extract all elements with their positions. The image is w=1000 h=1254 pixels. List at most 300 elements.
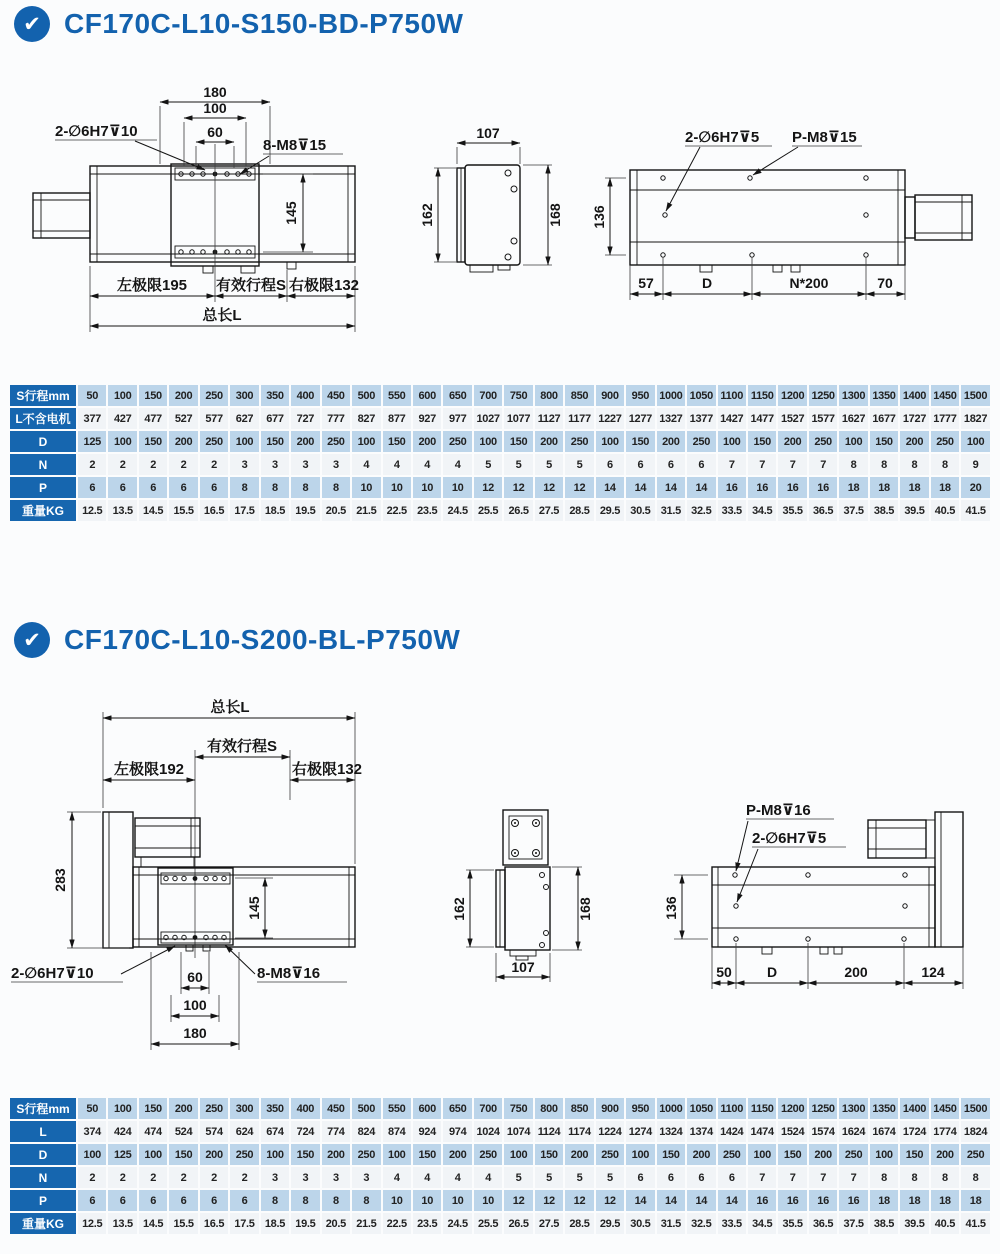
spec-cell: 12.5 (78, 1213, 106, 1234)
s2-side-body (496, 867, 550, 960)
spec-cell: 877 (383, 408, 411, 429)
spec-cell: 200 (291, 431, 319, 452)
spec-cell: 1027 (474, 408, 502, 429)
tap-holes-label: P-M8⊽15 (792, 129, 857, 146)
stroke-label: 有效行程S (215, 277, 287, 294)
tap-holes-label: 8-M8⊽16 (257, 965, 321, 982)
spec-cell: 724 (291, 1121, 319, 1142)
spec-cell: 100 (718, 431, 746, 452)
dim-D: D (766, 964, 778, 980)
spec-cell: 1400 (900, 385, 928, 406)
spec-cell: 6 (626, 1167, 654, 1188)
s2-bottom-view (650, 785, 998, 1000)
spec-cell: 2 (139, 1167, 167, 1188)
spec-cell: 32.5 (687, 500, 715, 521)
spec-cell: 18 (931, 1190, 959, 1211)
spec-cell: 1200 (778, 385, 806, 406)
spec-cell: 150 (748, 431, 776, 452)
spec-cell: 1274 (626, 1121, 654, 1142)
dim-180: 180 (183, 1025, 207, 1041)
spec-cell: 250 (931, 431, 959, 452)
spec-cell: 350 (261, 1098, 289, 1119)
spec-cell: 9 (961, 454, 990, 475)
spec-cell: 16 (718, 477, 746, 498)
spec-cell: 900 (596, 1098, 624, 1119)
spec-cell: 677 (261, 408, 289, 429)
spec-cell: 250 (565, 431, 593, 452)
spec-cell: 200 (931, 1144, 959, 1165)
spec-cell: 18 (900, 477, 928, 498)
dowel-holes-label: 2-∅6H7⊽5 (685, 129, 760, 146)
left-limit-label: 左极限192 (113, 761, 185, 778)
check-icon (14, 6, 50, 42)
spec-cell: 100 (474, 431, 502, 452)
spec-cell: 6 (200, 477, 228, 498)
spec-cell: 18.5 (261, 1213, 289, 1234)
spec-cell: 38.5 (870, 500, 898, 521)
spec-cell: 1227 (596, 408, 624, 429)
spec-cell: 1500 (961, 1098, 990, 1119)
row-header: P (10, 1190, 76, 1211)
left-limit-label: 左极限195 (116, 277, 188, 294)
spec-cell: 800 (535, 385, 563, 406)
s1-top-dims (55, 84, 359, 332)
spec-cell: 10 (383, 1190, 411, 1211)
spec-cell: 1400 (900, 1098, 928, 1119)
spec-cell: 977 (443, 408, 471, 429)
spec-cell: 1824 (961, 1121, 990, 1142)
spec-cell: 1324 (657, 1121, 685, 1142)
spec-cell: 8 (261, 477, 289, 498)
spec-cell: 5 (504, 454, 532, 475)
spec-cell: 6 (139, 477, 167, 498)
spec-cell: 19.5 (291, 1213, 319, 1234)
s2-side-motor (503, 810, 548, 865)
spec-cell: 4 (383, 454, 411, 475)
row-header: L (10, 1121, 76, 1142)
spec-cell: 500 (352, 385, 380, 406)
spec-cell: 6 (108, 477, 136, 498)
spec-cell: 650 (443, 1098, 471, 1119)
spec-cell: 6 (687, 1167, 715, 1188)
spec-cell: 14 (657, 1190, 685, 1211)
spec-cell: 1477 (748, 408, 776, 429)
spec-cell: 250 (809, 431, 837, 452)
spec-cell: 150 (870, 431, 898, 452)
spec-cell: 16 (748, 1190, 776, 1211)
spec-cell: 900 (596, 385, 624, 406)
row-header: D (10, 1144, 76, 1165)
dim-283: 283 (52, 868, 68, 892)
spec-cell: 100 (504, 1144, 532, 1165)
spec-cell: 4 (383, 1167, 411, 1188)
spec-cell: 17.5 (230, 1213, 258, 1234)
s1-bottom-holes (661, 176, 868, 257)
spec-cell: 24.5 (443, 500, 471, 521)
spec-cell: 7 (778, 454, 806, 475)
spec-cell: 33.5 (718, 500, 746, 521)
s1-top-view (25, 80, 420, 352)
spec-cell: 12 (535, 1190, 563, 1211)
spec-cell: 927 (413, 408, 441, 429)
spec-cell: 6 (718, 1167, 746, 1188)
spec-cell: 1727 (900, 408, 928, 429)
spec-cell: 2 (169, 454, 197, 475)
spec-cell: 22.5 (383, 500, 411, 521)
spec-cell: 12.5 (78, 500, 106, 521)
spec-cell: 6 (78, 1190, 106, 1211)
s2-bottom-dims (663, 802, 963, 989)
spec-cell: 250 (352, 1144, 380, 1165)
spec-cell: 500 (352, 1098, 380, 1119)
spec-cell: 1327 (657, 408, 685, 429)
dim-100: 100 (183, 997, 207, 1013)
spec-cell: 34.5 (748, 500, 776, 521)
spec-cell: 1177 (565, 408, 593, 429)
spec-cell: 1424 (718, 1121, 746, 1142)
spec-cell: 125 (78, 431, 106, 452)
spec-cell: 150 (383, 431, 411, 452)
spec-cell: 1350 (870, 385, 898, 406)
spec-cell: 1450 (931, 1098, 959, 1119)
spec-cell: 624 (230, 1121, 258, 1142)
spec-cell: 150 (139, 431, 167, 452)
spec-cell: 1674 (870, 1121, 898, 1142)
spec-cell: 12 (474, 477, 502, 498)
spec-cell: 1500 (961, 385, 990, 406)
spec-cell: 16 (778, 477, 806, 498)
spec-cell: 4 (474, 1167, 502, 1188)
spec-cell: 2 (230, 1167, 258, 1188)
spec-cell: 7 (718, 454, 746, 475)
spec-cell: 18 (870, 477, 898, 498)
spec-cell: 1450 (931, 385, 959, 406)
spec-cell: 350 (261, 385, 289, 406)
spec-cell: 150 (169, 1144, 197, 1165)
spec-cell: 5 (596, 1167, 624, 1188)
spec-cell: 3 (322, 454, 350, 475)
spec-cell: 10 (413, 477, 441, 498)
spec-cell: 200 (322, 1144, 350, 1165)
spec-cell: 12 (535, 477, 563, 498)
spec-cell: 8 (352, 1190, 380, 1211)
spec-cell: 29.5 (596, 500, 624, 521)
dim-200: 200 (844, 964, 868, 980)
right-limit-label: 右极限132 (291, 761, 363, 778)
spec-cell: 23.5 (413, 500, 441, 521)
dim-124: 124 (921, 964, 945, 980)
spec-cell: 100 (230, 431, 258, 452)
spec-cell: 250 (200, 1098, 228, 1119)
spec-cell: 200 (443, 1144, 471, 1165)
spec-cell: 4 (413, 1167, 441, 1188)
spec-cell: 7 (748, 1167, 776, 1188)
spec-cell: 250 (443, 431, 471, 452)
spec-cell: 1050 (687, 385, 715, 406)
spec-cell: 527 (169, 408, 197, 429)
spec-cell: 16 (748, 477, 776, 498)
spec-cell: 250 (718, 1144, 746, 1165)
dim-70: 70 (877, 275, 893, 291)
spec-cell: 6 (200, 1190, 228, 1211)
spec-cell: 824 (352, 1121, 380, 1142)
spec-cell: 14 (687, 477, 715, 498)
spec-cell: 250 (200, 385, 228, 406)
s2-carriage (158, 868, 233, 951)
dim-145: 145 (283, 201, 299, 225)
spec-cell: 3 (261, 454, 289, 475)
spec-cell: 5 (565, 1167, 593, 1188)
spec-cell: 31.5 (657, 1213, 685, 1234)
section2-title: CF170C-L10-S200-BL-P750W (64, 624, 461, 655)
spec-cell: 1127 (535, 408, 563, 429)
spec-cell: 6 (139, 1190, 167, 1211)
spec-cell: 100 (626, 1144, 654, 1165)
spec-cell: 950 (626, 385, 654, 406)
spec-cell: 150 (778, 1144, 806, 1165)
spec-cell: 27.5 (535, 500, 563, 521)
spec-cell: 26.5 (504, 500, 532, 521)
spec-cell: 477 (139, 408, 167, 429)
spec-cell: 21.5 (352, 500, 380, 521)
spec-cell: 8 (839, 454, 867, 475)
spec-cell: 35.5 (778, 500, 806, 521)
spec-cell: 6 (108, 1190, 136, 1211)
dim-N200: N*200 (789, 275, 829, 291)
spec-cell: 150 (413, 1144, 441, 1165)
spec-cell: 10 (413, 1190, 441, 1211)
spec-cell: 26.5 (504, 1213, 532, 1234)
spec-cell: 30.5 (626, 1213, 654, 1234)
spec-cell: 100 (870, 1144, 898, 1165)
dim-162: 162 (451, 897, 467, 921)
spec-cell: 1224 (596, 1121, 624, 1142)
spec-cell: 15.5 (169, 1213, 197, 1234)
spec-cell: 36.5 (809, 1213, 837, 1234)
spec-cell: 150 (657, 1144, 685, 1165)
spec-cell: 6 (657, 454, 685, 475)
spec-cell: 33.5 (718, 1213, 746, 1234)
s1-bottom-dims (591, 129, 905, 300)
spec-cell: 1474 (748, 1121, 776, 1142)
spec-cell: 15.5 (169, 500, 197, 521)
spec-cell: 600 (413, 385, 441, 406)
spec-cell: 150 (261, 431, 289, 452)
s1-motor (33, 193, 90, 238)
spec-cell: 14 (657, 477, 685, 498)
spec-cell: 10 (474, 1190, 502, 1211)
spec-cell: 3 (291, 454, 319, 475)
spec-cell: 1377 (687, 408, 715, 429)
spec-cell: 150 (504, 431, 532, 452)
spec-cell: 12 (596, 1190, 624, 1211)
spec-cell: 150 (626, 431, 654, 452)
spec-cell: 250 (230, 1144, 258, 1165)
stroke-label: 有效行程S (206, 738, 278, 755)
spec-cell: 1000 (657, 385, 685, 406)
right-limit-label: 右极限132 (288, 277, 360, 294)
s2-side-dims (451, 867, 593, 982)
spec-cell: 200 (809, 1144, 837, 1165)
spec-cell: 400 (291, 1098, 319, 1119)
row-header: L不含电机 (10, 408, 76, 429)
spec-cell: 1777 (931, 408, 959, 429)
spec-cell: 32.5 (687, 1213, 715, 1234)
spec-cell: 4 (413, 454, 441, 475)
spec-cell: 28.5 (565, 1213, 593, 1234)
spec-cell: 250 (474, 1144, 502, 1165)
dim-145: 145 (246, 896, 262, 920)
total-length-label: 总长L (202, 307, 242, 324)
spec-cell: 1250 (809, 385, 837, 406)
spec-cell: 16 (778, 1190, 806, 1211)
spec-cell: 650 (443, 385, 471, 406)
spec-cell: 24.5 (443, 1213, 471, 1234)
spec-cell: 377 (78, 408, 106, 429)
check-glyph: ✔ (23, 12, 41, 36)
row-header: S行程mm (10, 1098, 76, 1119)
spec-cell: 3 (322, 1167, 350, 1188)
spec-cell: 12 (565, 1190, 593, 1211)
dim-136: 136 (591, 205, 607, 229)
row-header: N (10, 454, 76, 475)
spec-cell: 14 (626, 477, 654, 498)
spec-cell: 1250 (809, 1098, 837, 1119)
spec-cell: 8 (261, 1190, 289, 1211)
spec-cell: 2 (78, 1167, 106, 1188)
spec-cell: 8 (322, 477, 350, 498)
spec-cell: 5 (535, 454, 563, 475)
s1-side-view (420, 98, 620, 310)
spec-cell: 7 (809, 454, 837, 475)
check-glyph: ✔ (23, 628, 41, 652)
spec-cell: 14.5 (139, 500, 167, 521)
spec-cell: 17.5 (230, 500, 258, 521)
spec-cell: 6 (169, 1190, 197, 1211)
spec-cell: 200 (687, 1144, 715, 1165)
spec-cell: 16 (809, 1190, 837, 1211)
spec-cell: 14.5 (139, 1213, 167, 1234)
spec-cell: 35.5 (778, 1213, 806, 1234)
spec-cell: 100 (108, 1098, 136, 1119)
s2-bottom-motor (868, 812, 963, 947)
dim-180: 180 (203, 84, 227, 100)
spec-cell: 8 (230, 477, 258, 498)
spec-cell: 200 (169, 385, 197, 406)
spec-cell: 924 (413, 1121, 441, 1142)
spec-cell: 2 (169, 1167, 197, 1188)
spec-cell: 20.5 (322, 1213, 350, 1234)
spec-cell: 200 (565, 1144, 593, 1165)
spec-cell: 1350 (870, 1098, 898, 1119)
spec-cell: 1624 (839, 1121, 867, 1142)
spec-cell: 3 (352, 1167, 380, 1188)
spec-cell: 850 (565, 385, 593, 406)
spec-cell: 400 (291, 385, 319, 406)
spec-cell: 100 (139, 1144, 167, 1165)
spec-cell: 8 (291, 1190, 319, 1211)
dim-168: 168 (547, 203, 563, 227)
spec-cell: 1277 (626, 408, 654, 429)
spec-cell: 13.5 (108, 500, 136, 521)
spec-cell: 250 (596, 1144, 624, 1165)
spec-cell: 10 (352, 477, 380, 498)
spec-cell: 16.5 (200, 500, 228, 521)
spec-table-2 (8, 1096, 992, 1236)
spec-cell: 18 (931, 477, 959, 498)
spec-cell: 200 (200, 1144, 228, 1165)
spec-cell: 300 (230, 1098, 258, 1119)
spec-cell: 8 (291, 477, 319, 498)
spec-cell: 16 (809, 477, 837, 498)
spec-cell: 524 (169, 1121, 197, 1142)
spec-cell: 827 (352, 408, 380, 429)
spec-cell: 40.5 (931, 1213, 959, 1234)
spec-cell: 31.5 (657, 500, 685, 521)
spec-cell: 200 (657, 431, 685, 452)
spec-cell: 5 (535, 1167, 563, 1188)
spec-cell: 100 (596, 431, 624, 452)
spec-cell: 774 (322, 1121, 350, 1142)
total-length-label: 总长L (210, 699, 250, 716)
spec-cell: 750 (504, 1098, 532, 1119)
dim-50: 50 (716, 964, 732, 980)
s2-front-dims-bottom (11, 945, 347, 1050)
spec-cell: 37.5 (839, 1213, 867, 1234)
spec-cell: 427 (108, 408, 136, 429)
dowel-holes-label: 2-∅6H7⊽5 (752, 830, 827, 847)
spec-cell: 18.5 (261, 500, 289, 521)
spec-cell: 250 (322, 431, 350, 452)
spec-cell: 150 (535, 1144, 563, 1165)
spec-cell: 6 (657, 1167, 685, 1188)
spec-cell: 6 (169, 477, 197, 498)
spec-cell: 30.5 (626, 500, 654, 521)
spec-cell: 700 (474, 385, 502, 406)
spec-cell: 2 (108, 454, 136, 475)
spec-cell: 1527 (778, 408, 806, 429)
spec-cell: 700 (474, 1098, 502, 1119)
dim-107: 107 (511, 959, 535, 975)
spec-cell: 727 (291, 408, 319, 429)
spec-cell: 14 (718, 1190, 746, 1211)
spec-cell: 50 (78, 385, 106, 406)
spec-cell: 750 (504, 385, 532, 406)
spec-cell: 2 (200, 454, 228, 475)
spec-table-1 (8, 383, 992, 523)
spec-cell: 100 (839, 431, 867, 452)
s2-side-view (430, 785, 660, 1000)
spec-cell: 1300 (839, 385, 867, 406)
spec-cell: 6 (230, 1190, 258, 1211)
spec-cell: 7 (809, 1167, 837, 1188)
spec-cell: 1050 (687, 1098, 715, 1119)
spec-cell: 4 (443, 454, 471, 475)
spec-cell: 12 (504, 477, 532, 498)
spec-cell: 8 (900, 1167, 928, 1188)
spec-cell: 1300 (839, 1098, 867, 1119)
spec-cell: 21.5 (352, 1213, 380, 1234)
spec-cell: 1000 (657, 1098, 685, 1119)
row-header: 重量KG (10, 500, 76, 521)
spec-cell: 1724 (900, 1121, 928, 1142)
spec-cell: 4 (352, 454, 380, 475)
spec-cell: 250 (200, 431, 228, 452)
spec-cell: 150 (139, 1098, 167, 1119)
spec-cell: 14 (687, 1190, 715, 1211)
spec-cell: 1427 (718, 408, 746, 429)
dim-57: 57 (638, 275, 654, 291)
